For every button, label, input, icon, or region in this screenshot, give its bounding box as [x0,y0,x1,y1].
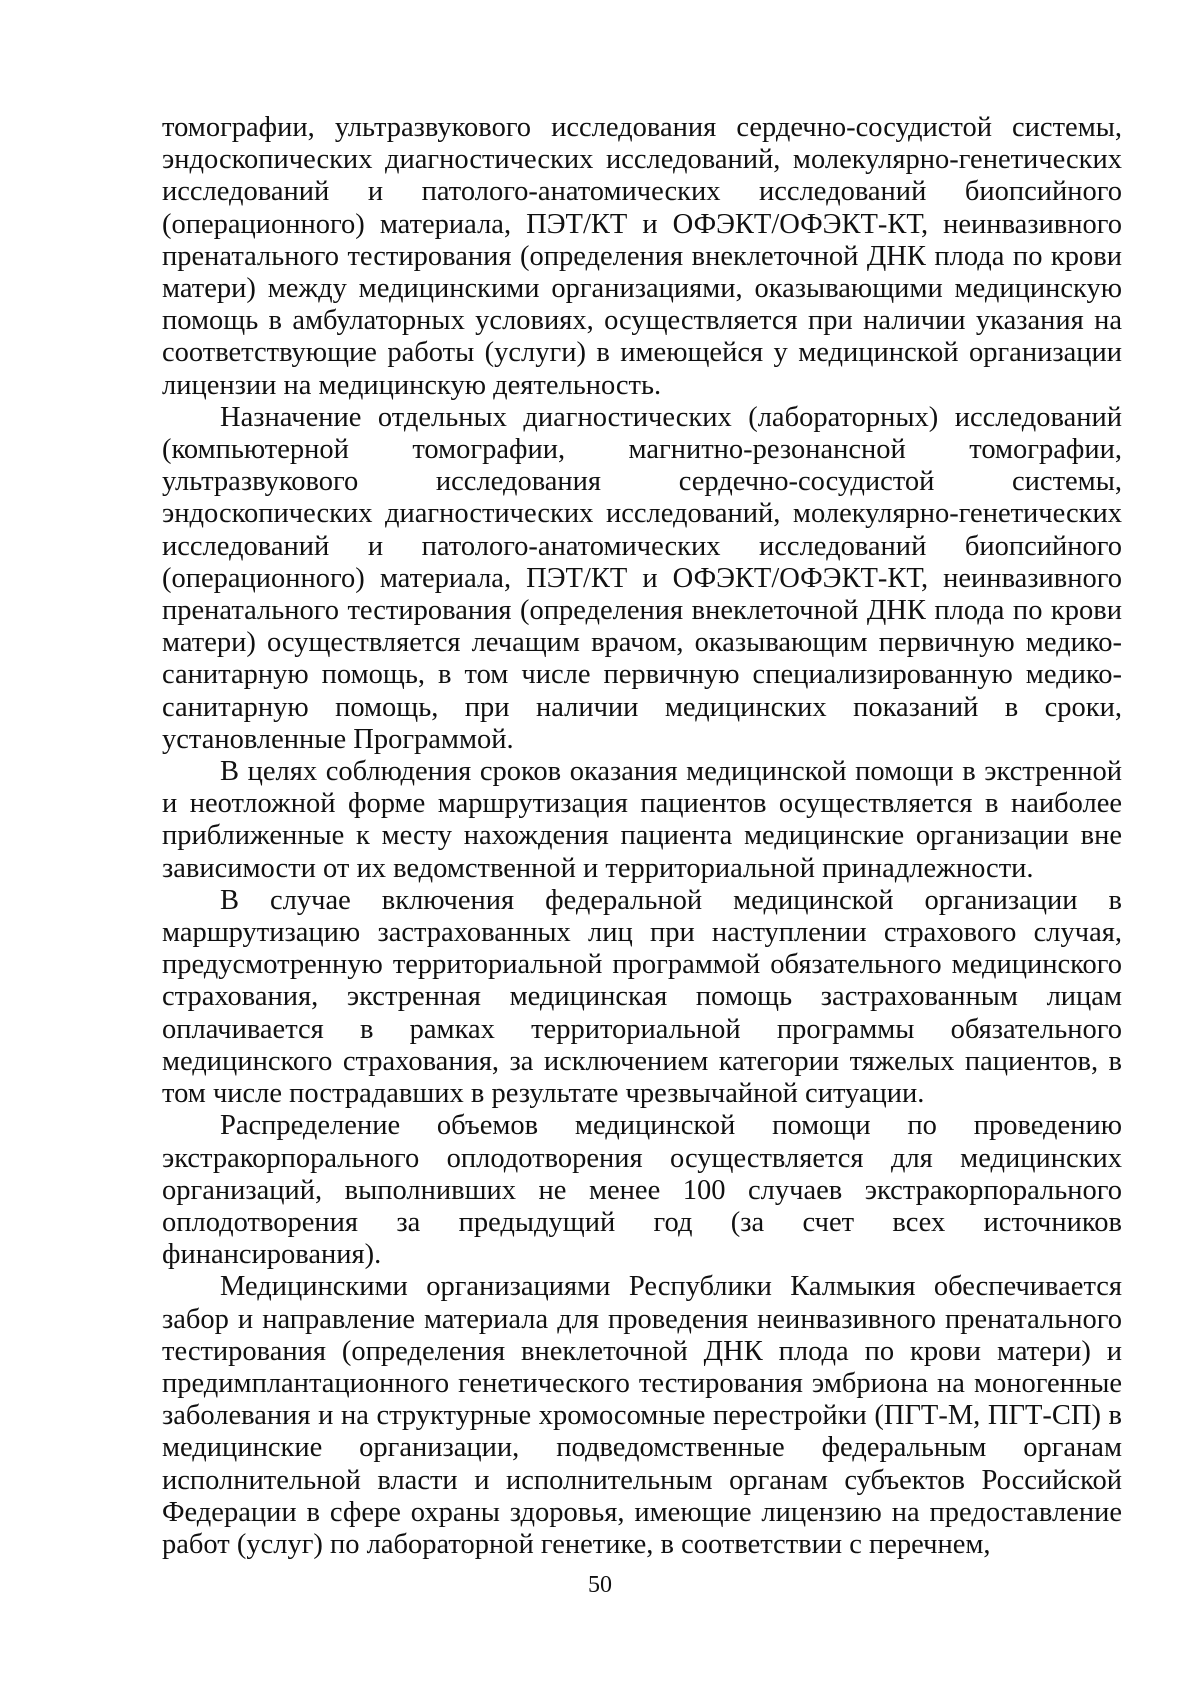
paragraph-prenatal-testing: Медицинскими организациями Республики Калмыкия обеспечивается забор и направление материала для проведения неинвазивного пренатального тестирования (определения внеклеточной ДНК плода по крови матери) и предимплантационного генетического тестирования эмбриона на моногенные заболевания и на структурные хромосомные перестройки (ПГТ-М, ПГТ-СП) в медицинские организации, подведомственные федеральным органам исполнительной власти и исполнительным органам субъектов Российской Федерации в сфере охраны здоровья, имеющие лицензию на предоставление работ (услуг) по лабораторной генетике, в соответствии с перечнем, [162,1271,1122,1560]
body-text [162,112,1122,1561]
paragraph-federal-organization: В случае включения федеральной медицинской организации в маршрутизацию застрахованных лиц при наступлении страхового случая, предусмотренную территориальной программой обязательного медицинского страхования, экстренная медицинская помощь застрахованным лицам оплачивается в рамках территориальной программы обязательного медицинского страхования, за исключением категории тяжелых пациентов, в том числе пострадавших в результате чрезвычайной ситуации. [162,884,1122,1110]
paragraph-emergency-routing: В целях соблюдения сроков оказания медицинской помощи в экстренной и неотложной форме маршрутизация пациентов осуществляется в наиболее приближенные к месту нахождения пациента медицинские организации вне зависимости от их ведомственной и территориальной принадлежности. [162,756,1122,884]
paragraph-diagnostic-referral: Назначение отдельных диагностических (лабораторных) исследований (компьютерной томографии, магнитно-резонансной томографии, ультразвукового исследования сердечно-сосудистой системы, эндоскопических диагностических исследований, молекулярно-генетических исследований и патолого-анатомических исследований биопсийного (операционного) материала, ПЭТ/КТ и ОФЭКТ/ОФЭКТ-КТ, неинвазивного пренатального тестирования (определения внеклеточной ДНК плода по крови матери) осуществляется лечащим врачом, оказывающим первичную медико-санитарную помощь, в том числе первичную специализированную медико-санитарную помощь, при наличии медицинских показаний в сроки, установленные Программой. [162,401,1122,755]
paragraph-continuation: томографии, ультразвукового исследования сердечно-сосудистой системы, эндоскопических диагностических исследований, молекулярно-генетических исследований и патолого-анатомических исследований биопсийного (операционного) материала, ПЭТ/КТ и ОФЭКТ/ОФЭКТ-КТ, неинвазивного пренатального тестирования (определения внеклеточной ДНК плода по крови матери) между медицинскими организациями, оказывающими медицинскую помощь в амбулаторных условиях, осуществляется при наличии указания на соответствующие работы (услуги) в имеющейся у медицинской организации лицензии на медицинскую деятельность. [162,112,1122,401]
page-number: 50 [588,1572,612,1598]
paragraph-ivf-distribution: Распределение объемов медицинской помощи по проведению экстракорпорального оплодотворения осуществляется для медицинских организаций, выполнивших не менее 100 случаев экстракорпорального оплодотворения за предыдущий год (за счет всех источников финансирования). [162,1110,1122,1271]
